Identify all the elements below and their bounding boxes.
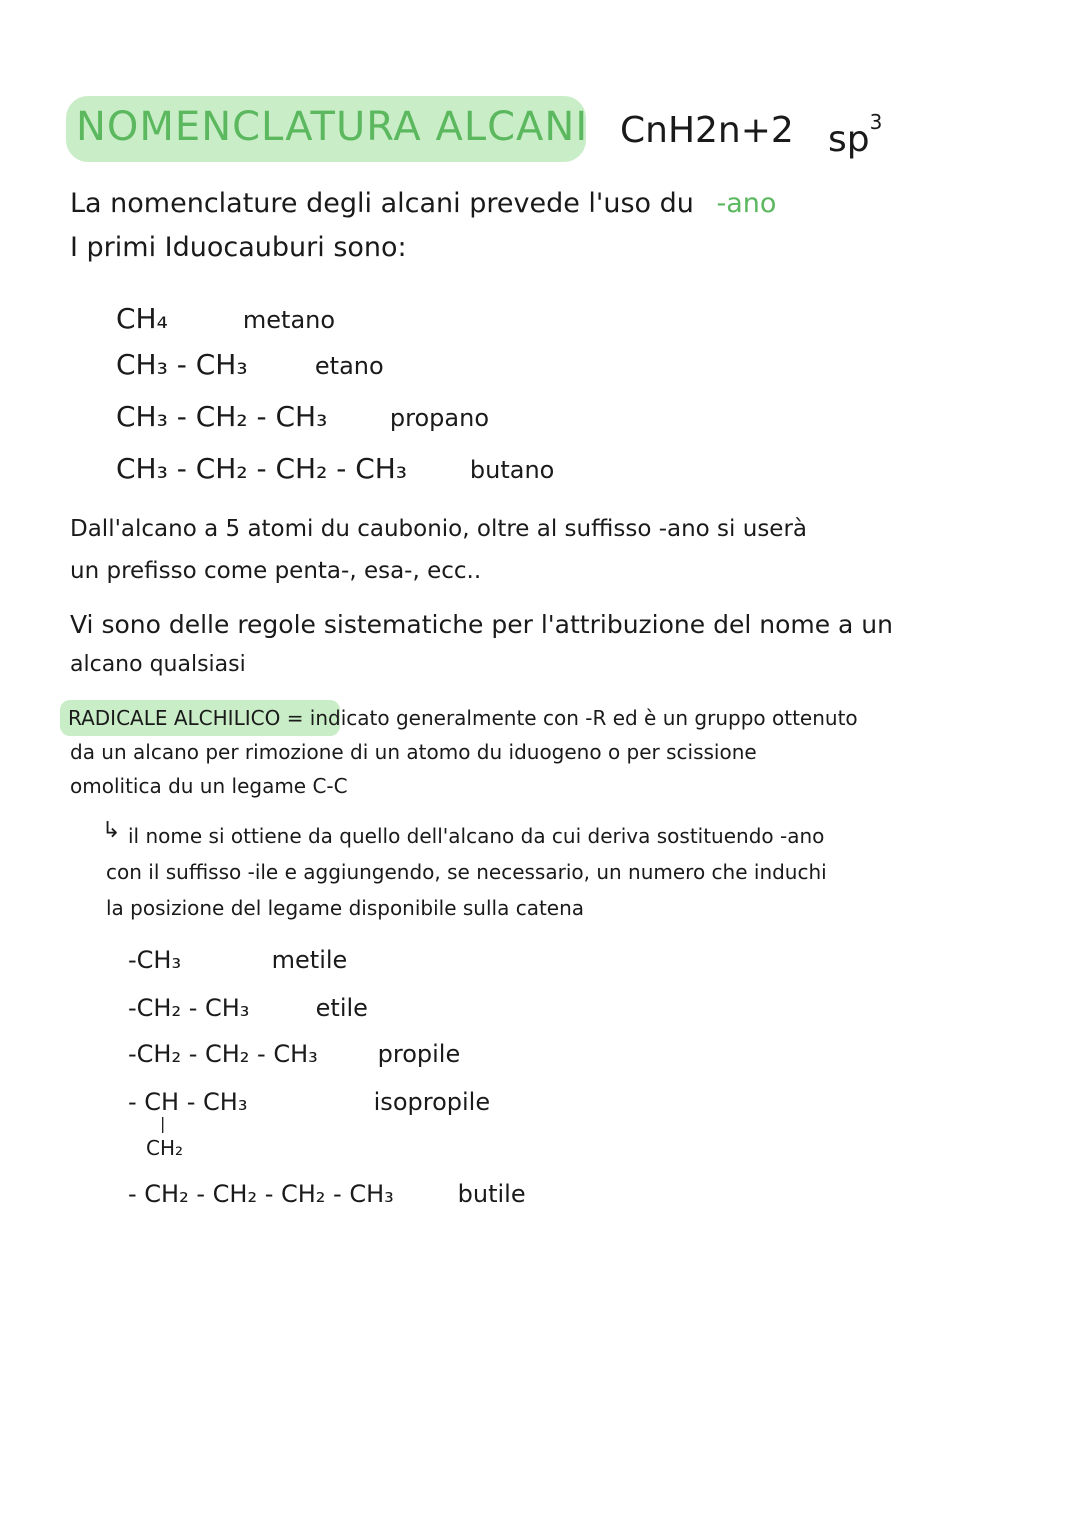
- radical-name: propile: [377, 1040, 461, 1068]
- intro-line-1-text: La nomenclature degli alcani prevede l'uso du: [70, 188, 694, 219]
- radical-row: [128, 1180, 526, 1208]
- radical-row: [128, 994, 368, 1022]
- alkane-name: metano: [242, 306, 336, 334]
- rules-note-line-2: alcano qualsiasi: [70, 652, 246, 677]
- alkane-formula: CH₄: [116, 302, 168, 335]
- prefix-note-line-2: un prefisso come penta-, esa-, ecc..: [70, 558, 482, 584]
- alkane-name: butano: [469, 456, 555, 484]
- radical-name: metile: [271, 946, 348, 974]
- radical-definition: = indicato generalmente con -R ed è un gruppo ottenuto: [286, 706, 858, 730]
- intro-suffix: -ano: [716, 188, 777, 219]
- prefix-note-line-1: Dall'alcano a 5 atomi du caubonio, oltre al suffisso -ano si userà: [70, 516, 807, 542]
- radical-name: etile: [315, 994, 368, 1022]
- general-formula: [620, 110, 794, 151]
- radical-name: isopropile: [373, 1088, 491, 1116]
- alkane-formula: CH₃ - CH₃: [116, 348, 248, 381]
- radical-formula: -CH₂ - CH₃: [128, 994, 250, 1022]
- radical-line-1: [68, 706, 858, 730]
- radical-formula: - CH₂ - CH₂ - CH₂ - CH₃: [128, 1180, 394, 1208]
- page-title: NOMENCLATURA ALCANI: [76, 104, 589, 150]
- alkane-row: [116, 452, 554, 485]
- radical-row: [128, 1040, 460, 1068]
- alkane-row: [116, 302, 335, 335]
- general-formula-text: CnH2n+2: [620, 110, 794, 151]
- branch-group: CH₂: [146, 1136, 184, 1160]
- hybridization: [828, 110, 882, 160]
- radical-line-2: da un alcano per rimozione di un atomo du iduogeno o per scissione: [70, 740, 757, 764]
- alkane-formula: CH₃ - CH₂ - CH₃: [116, 400, 328, 433]
- intro-line-2: I primi Iduocauburi sono:: [70, 232, 407, 263]
- arrow-icon: ↳: [102, 818, 121, 843]
- rule-line-1: il nome si ottiene da quello dell'alcano da cui deriva sostituendo -ano: [128, 824, 825, 848]
- alkane-formula: CH₃ - CH₂ - CH₂ - CH₃: [116, 452, 408, 485]
- intro-line-1: [70, 190, 776, 217]
- radical-line-3: omolitica du un legame C-C: [70, 774, 348, 798]
- radical-name: butile: [457, 1180, 526, 1208]
- radical-formula: -CH₃: [128, 946, 182, 974]
- alkane-name: propano: [389, 404, 489, 432]
- hybridization-exponent: 3: [869, 110, 883, 134]
- branch-bond: |: [160, 1114, 166, 1133]
- rule-line-2: con il suffisso -ile e aggiungendo, se necessario, un numero che induchi: [106, 860, 827, 884]
- alkane-row: [116, 348, 384, 381]
- radical-row: [128, 1088, 490, 1116]
- alkane-name: etano: [314, 352, 384, 380]
- hybridization-text: sp: [828, 119, 870, 160]
- radical-formula: - CH - CH₃: [128, 1088, 248, 1116]
- radical-term: RADICALE ALCHILICO: [68, 706, 281, 730]
- rules-note-line-1: Vi sono delle regole sistematiche per l'attribuzione del nome a un: [70, 610, 893, 639]
- alkane-row: [116, 400, 489, 433]
- rule-line-3: la posizione del legame disponibile sulla catena: [106, 896, 585, 920]
- radical-formula: -CH₂ - CH₂ - CH₃: [128, 1040, 318, 1068]
- radical-row: [128, 946, 347, 974]
